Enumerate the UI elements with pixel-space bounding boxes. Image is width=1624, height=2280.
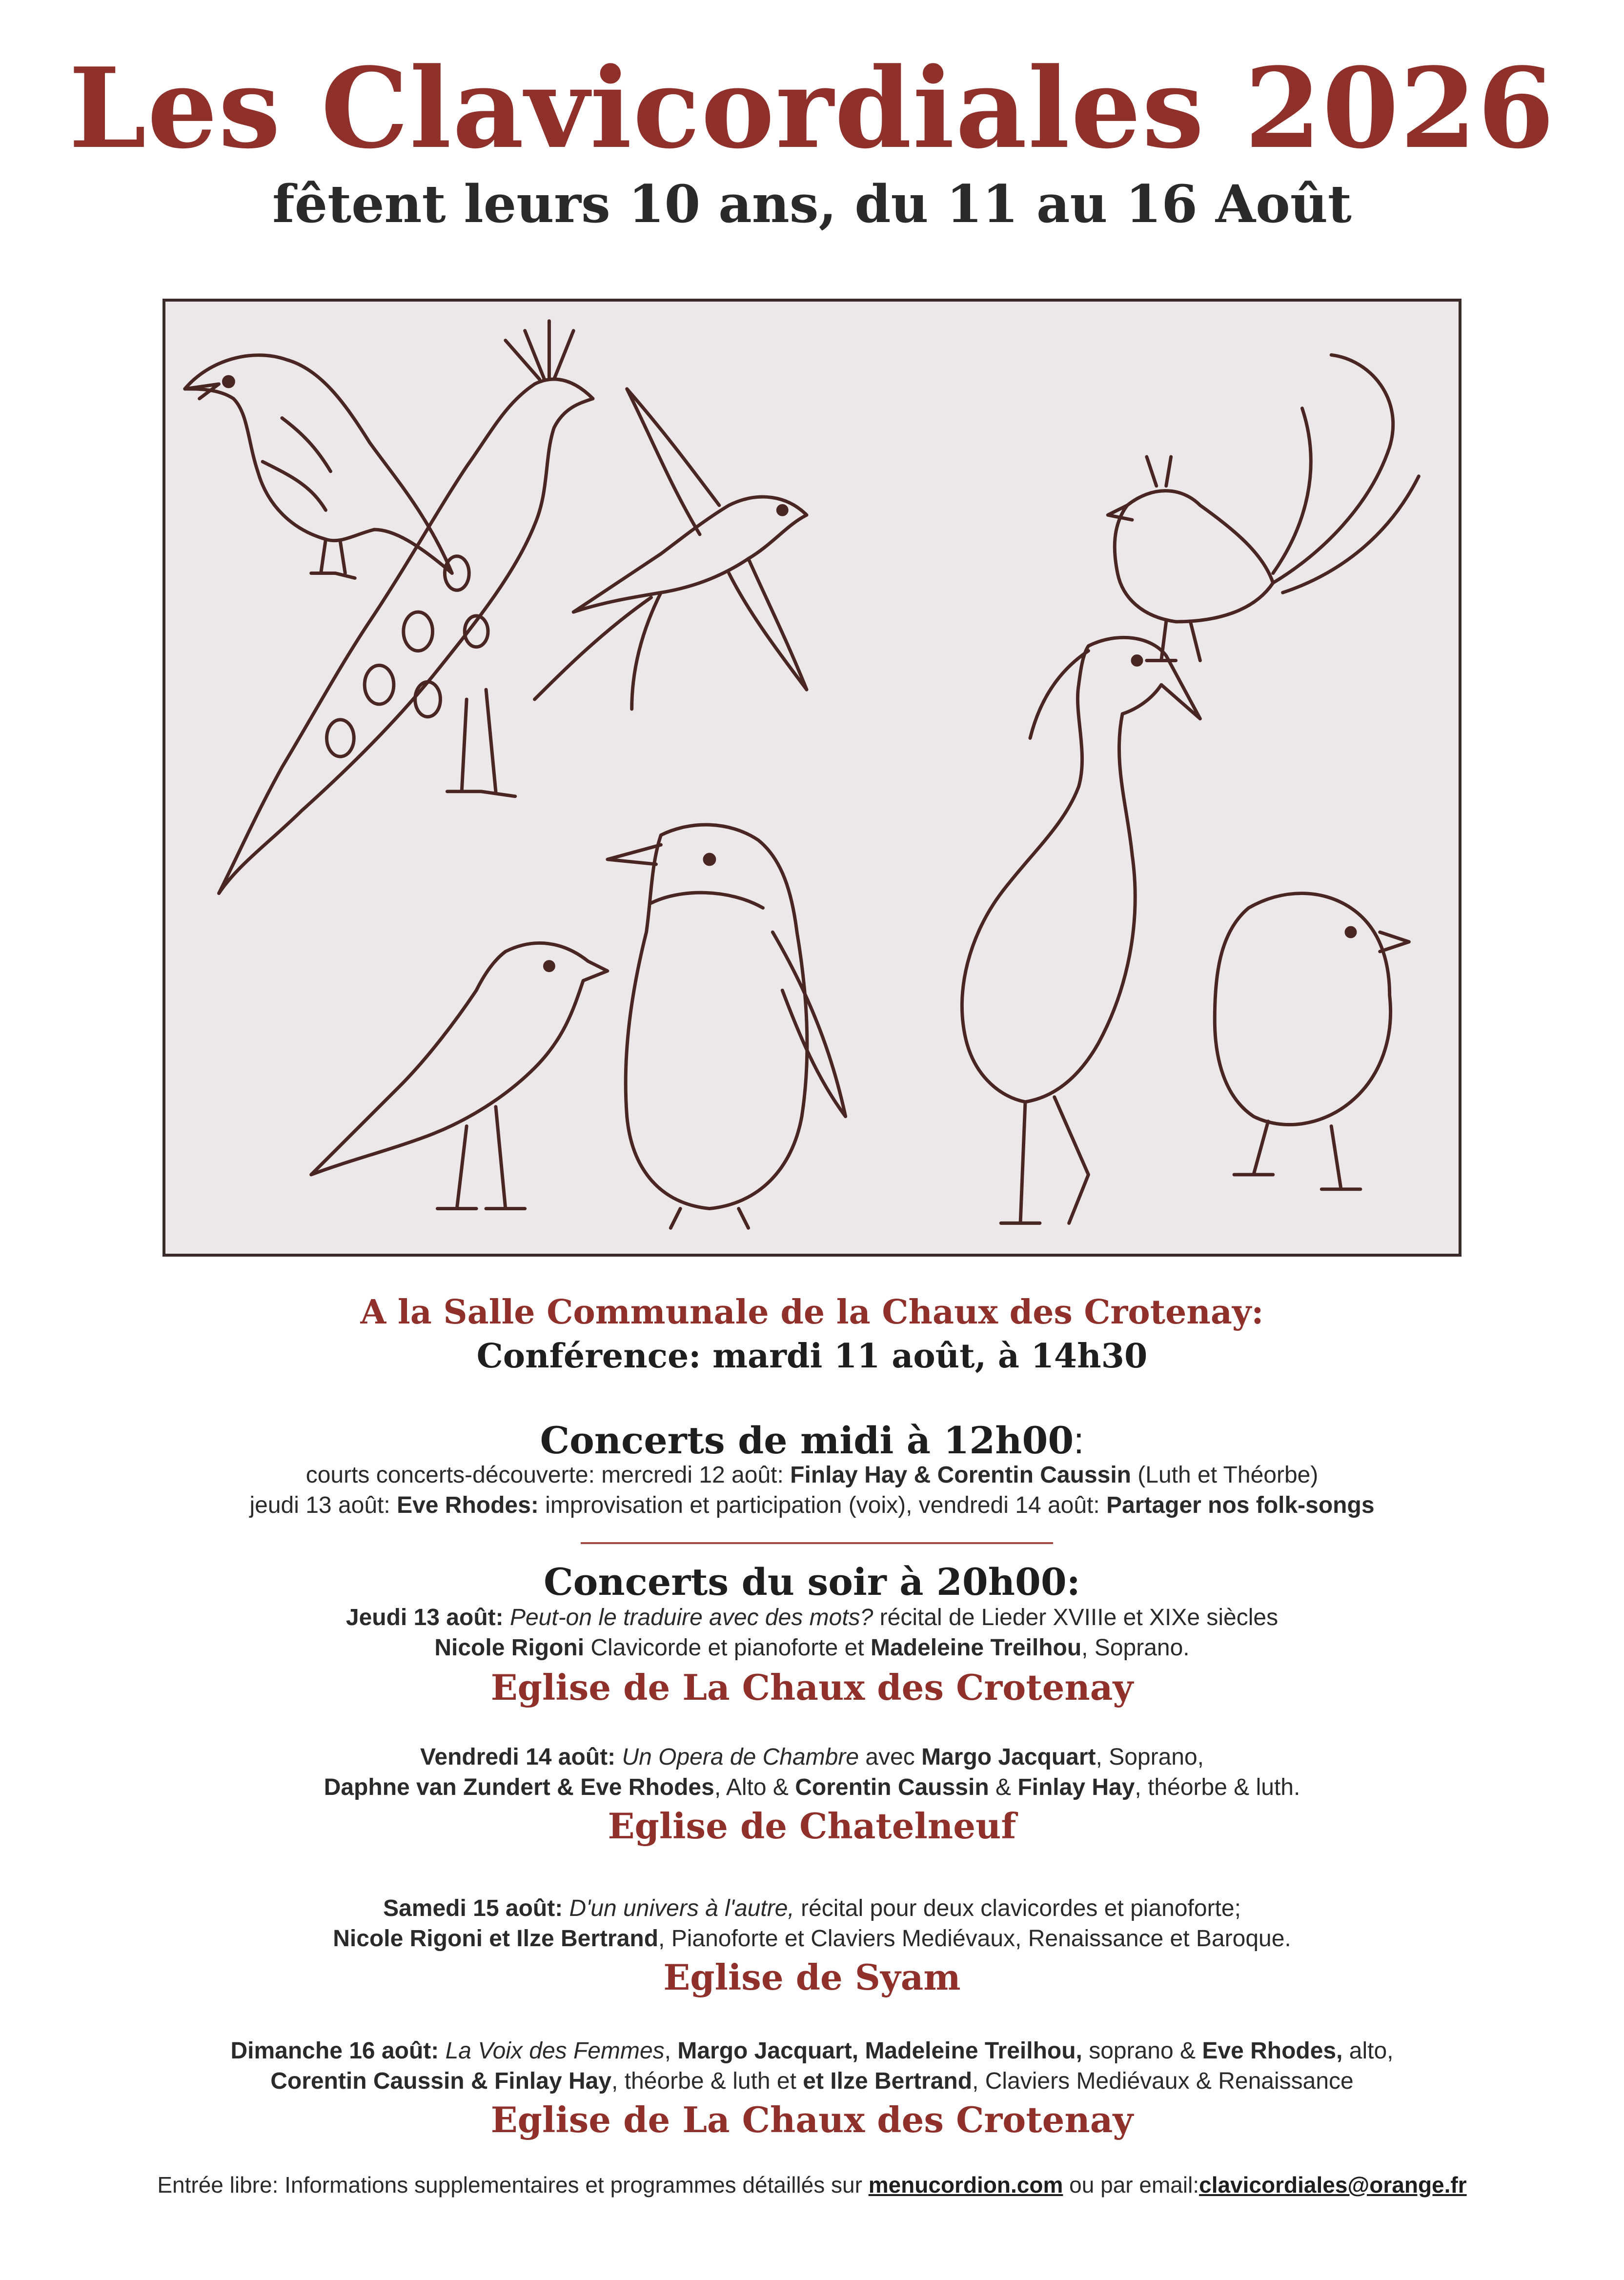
footer-prefix: Entrée libre: Informations supplementaires et programmes détaillés sur [157, 2172, 869, 2198]
event-1-description: récital de Lieder XVIIIe et XIXe siècles [873, 1605, 1279, 1630]
swallow-icon [535, 389, 807, 709]
event-1-line-1 [0, 1603, 1624, 1632]
midday-line-2-middle: improvisation et participation (voix), vendredi 14 août: [538, 1492, 1107, 1518]
midday-line-1-suffix: (Luth et Théorbe) [1131, 1462, 1319, 1488]
event-1-line-2 [0, 1633, 1624, 1663]
event-4-date: Dimanche 16 août: [230, 2038, 439, 2064]
event-1-role-2: , Soprano. [1081, 1635, 1190, 1661]
event-3-line-1 [0, 1893, 1624, 1923]
birds-etching-illustration [162, 299, 1462, 1257]
event-3-church: Eglise de Syam [663, 1956, 961, 1998]
poster-title: Les Clavicordiales 2026 [68, 44, 1556, 173]
footer-middle: ou par email: [1063, 2172, 1199, 2198]
event-2-performer-3: Corentin Caussin [795, 1774, 989, 1800]
poster-subtitle: fêtent leurs 10 ans, du 11 au 16 Août [272, 173, 1352, 234]
penguin-icon [608, 825, 846, 1228]
crow-icon [185, 355, 452, 578]
heron-icon [962, 637, 1200, 1223]
event-1-performer-2: Madeleine Treilhou [871, 1635, 1082, 1661]
event-2-church: Eglise de Chatelneuf [608, 1805, 1016, 1847]
footer-info [0, 2171, 1624, 2199]
event-2-line-2 [0, 1772, 1624, 1802]
conference-line: Conférence: mardi 11 août, à 14h30 [476, 1337, 1148, 1376]
section-divider [581, 1542, 1053, 1544]
midday-line-1 [0, 1460, 1624, 1490]
event-4-line-2 [0, 2066, 1624, 2096]
chick-icon [1215, 894, 1409, 1189]
event-4-role-3: , théorbe & luth et [611, 2068, 803, 2094]
event-1-church: Eglise de La Chaux des Crotenay [490, 1667, 1134, 1708]
event-1-performer-1: Nicole Rigoni [434, 1635, 585, 1661]
event-4-church: Eglise de La Chaux des Crotenay [490, 2099, 1134, 2140]
event-4-role-1: soprano & [1082, 2038, 1202, 2064]
event-3-performers: Nicole Rigoni et Ilze Bertrand [333, 1926, 659, 1952]
peacock-icon [219, 321, 593, 894]
sparrow-icon [311, 943, 608, 1208]
midday-line-2-prefix: jeudi 13 août: [249, 1492, 397, 1518]
website-link[interactable]: menucordion.com [868, 2172, 1063, 2198]
event-2-role-3: , théorbe & luth. [1135, 1774, 1300, 1800]
event-2-performer-2: Daphne van Zundert & Eve Rhodes [324, 1774, 714, 1800]
event-4-performers-3: Corentin Caussin & Finlay Hay [270, 2068, 612, 2094]
midday-line-2-performer: Eve Rhodes: [397, 1492, 539, 1518]
midday-line-2 [0, 1490, 1624, 1520]
event-2-connector-2: & [989, 1774, 1018, 1800]
event-2-role-2: , Alto & [714, 1774, 795, 1800]
midday-heading-text: Concerts de midi à 12h00 [540, 1419, 1074, 1462]
event-2-title: Un Opera de Chambre [615, 1744, 859, 1770]
event-4-role-2: alto, [1342, 2038, 1394, 2064]
event-4-role-4: , Claviers Mediévaux & Renaissance [972, 2068, 1354, 2094]
event-3-line-2 [0, 1924, 1624, 1954]
email-link[interactable]: clavicordiales@orange.fr [1199, 2172, 1467, 2198]
birds-drawing [165, 302, 1459, 1254]
event-1-title: Peut-on le traduire avec des mots? [503, 1605, 873, 1630]
event-2-performer-4: Finlay Hay [1017, 1774, 1135, 1800]
event-3-instruments: , Pianoforte et Claviers Mediévaux, Renaissance et Baroque. [658, 1926, 1291, 1952]
event-2-date: Vendredi 14 août: [420, 1744, 616, 1770]
midday-line-1-performers: Finlay Hay & Corentin Caussin [790, 1462, 1131, 1488]
event-3-date: Samedi 15 août: [383, 1895, 563, 1921]
midday-line-1-prefix: courts concerts-découverte: mercredi 12 août: [305, 1462, 791, 1488]
event-2-connector: avec [859, 1744, 922, 1770]
bird-of-paradise-icon [1108, 355, 1419, 660]
midday-line-2-title: Partager nos folk-songs [1106, 1492, 1375, 1518]
event-3-description: récital pour deux clavicordes et pianoforte; [794, 1895, 1241, 1921]
event-4-line-1 [0, 2036, 1624, 2066]
event-2-performer-1: Margo Jacquart [921, 1744, 1096, 1770]
event-2-line-1 [0, 1742, 1624, 1772]
event-4-title: La Voix des Femmes [439, 2038, 665, 2064]
evening-heading: Concerts du soir à 20h00: [544, 1560, 1080, 1604]
event-1-date: Jeudi 13 août: [345, 1605, 504, 1630]
midday-heading-colon: : [1074, 1420, 1084, 1462]
event-4-performer-4: et Ilze Bertrand [803, 2068, 973, 2094]
event-3-title: D'un univers à l'autre, [563, 1895, 794, 1921]
event-2-role-1: , Soprano, [1096, 1744, 1204, 1770]
midday-heading [0, 1420, 1624, 1462]
conference-venue: A la Salle Communale de la Chaux des Crotenay: [360, 1293, 1264, 1332]
event-4-performer-2: Eve Rhodes, [1202, 2038, 1343, 2064]
event-4-performers-1: Margo Jacquart, Madeleine Treilhou, [677, 2038, 1082, 2064]
event-4-connector: , [664, 2038, 678, 2064]
event-1-role-1: Clavicorde et pianoforte et [584, 1635, 871, 1661]
